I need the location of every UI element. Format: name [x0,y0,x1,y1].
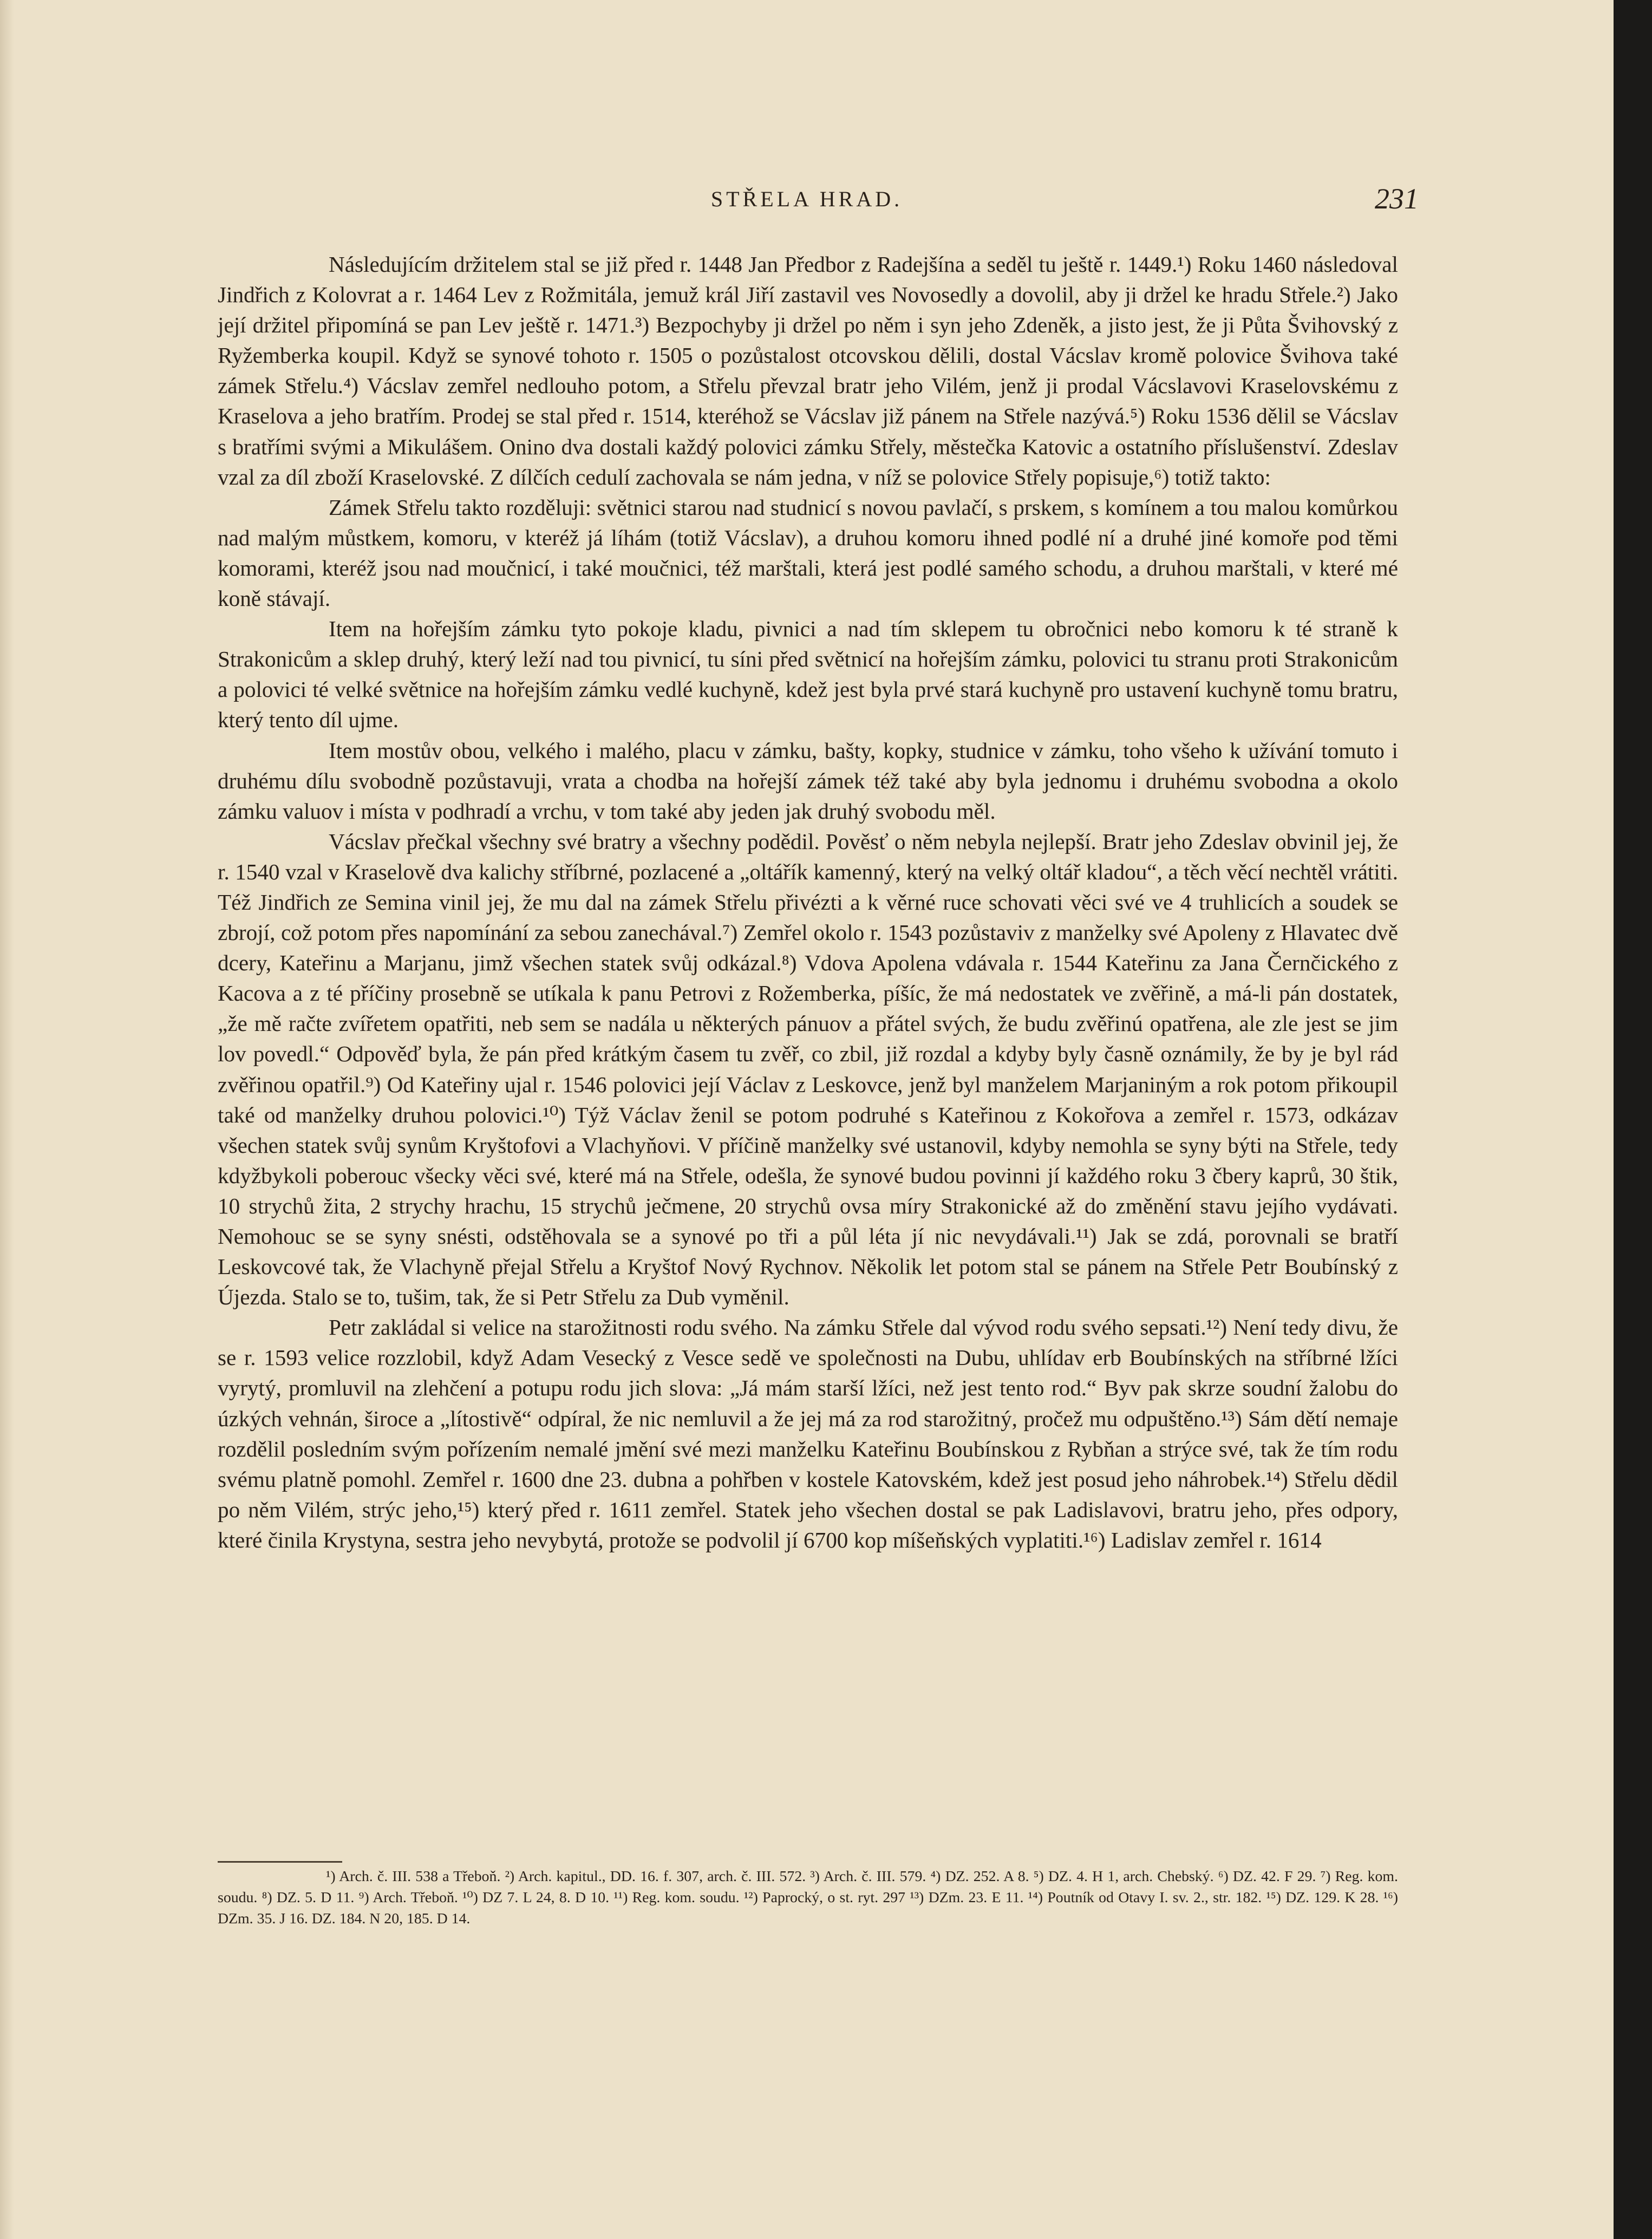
paragraph: Vácslav přečkal všechny své bratry a všechny podědil. Pověsť o něm nebyla nejlepší. Bratr jeho Zdeslav obvinil jej, že r. 1540 vzal v Kraselově dva kalichy stříbrné, pozlacené a „oltářík kamenný, který na velký oltář kladou“, a těch věcí nechtěl vrátiti. Též Jindřich ze Semina vinil jej, že mu dal na zámek Střelu přivézti a k věrné ruce schovati věci své ve 4 truhlicích a soudek se zbrojí, což potom přes napomínání za sebou zanechával.⁷) Zemřel okolo r. 1543 pozůstaviv z manželky své Apoleny z Hlavatec dvě dcery, Kateřinu a Marjanu, jimž všechen statek svůj odkázal.⁸) Vdova Apolena vdávala r. 1544 Kateřinu za Jana Černčického z Kacova a z té příčiny prosebně se utíkala k panu Petrovi z Rožemberka, píšíc, že má nedostatek ve zvěřině, a má-li pán dostatek, „že mě račte zvířetem opatřiti, neb sem se nadála u některých pánuov a přátel svých, že budu zvěřinú opatřena, ale zle jest se jim lov povedl.“ Odpověď byla, že pán před krátkým časem tu zvěř, co zbil, již rozdal a kdyby byly časně oznámily, že by je byl rád zvěřinou opatřil.⁹) Od Kateřiny ujal r. 1546 polovici její Václav z Leskovce, jenž byl manželem Marjaniným a rok potom přikoupil také od manželky druhou polovici.¹⁰) Týž Václav ženil se potom podruhé s Kateřinou z Kokořova a zemřel r. 1573, odkázav všechen statek svůj synům Kryštofovi a Vlachyňovi. V příčině manželky své ustanovil, kdyby nemohla se syny býti na Střele, tedy kdyžbykoli poberouc všecky věci své, které má na Střele, odešla, že synové budou povinni jí každého roku 3 čbery kaprů, 30 štik, 10 strychů žita, 2 strychy hrachu, 15 strychů ječmene, 20 strychů ovsa míry Strakonické až do změnění stavu jejího vydávati. Nemohouc se se syny snésti, odstěhovala se a synové po tři a půl léta jí nic nevydávali.¹¹) Jak se zdá, porovnali se bratří Leskovcové tak, že Vlachyně přejal Střelu a Kryštof Nový Rychnov. Několik let potom stal se pánem na Střele Petr Boubínský z Újezda. Stalo se to, tušim, tak, že si Petr Střelu za Dub vyměnil. [218,828,1398,1310]
body-text [218,249,1398,1555]
scan-edge [0,0,14,2239]
footnotes [218,1866,1398,1929]
page-header [195,182,1419,224]
paragraph: Zámek Střelu takto rozděluji: světnici starou nad studnicí s novou pavlačí, s prskem, s komínem a tou malou komůrkou nad malým můstkem, komoru, v kteréž já líhám (totiž Vácslav), a druhou komoru ihned podlé ní a druhé jiné komoře pod těmi komorami, kteréž jsou nad moučnicí, i také moučnici, též marštali, která jest podlé samého schodu, a druhou marštali, v které mé koně stávají. [218,494,1398,611]
paragraph: Petr zakládal si velice na starožitnosti rodu svého. Na zámku Střele dal vývod rodu svého sepsati.¹²) Není tedy divu, že se r. 1593 velice rozzlobil, když Adam Vesecký z Vesce sedě ve společnosti na Dubu, uhlídav erb Boubínských na stříbrné lžíci vyrytý, promluvil na zlehčení a potupu rodu jich slova: „Já mám starší lžíci, než jest tento rod.“ Byv pak skrze soudní žalobu do úzkých vehnán, široce a „lítostivě“ odpíral, že nic nemluvil a že jej má za rod starožitný, pročež mu odpuštěno.¹³) Sám dětí nemaje rozdělil posledním svým pořízením nemalé jmění své mezi manželku Kateřinu Boubínskou z Rybňan a strýce své, tak že tím rodu svému platně pomohl. Zemřel r. 1600 dne 23. dubna a pohřben v kostele Katovském, kdež jest posud jeho náhrobek.¹⁴) Střelu dědil po něm Vilém, strýc jeho,¹⁵) který před r. 1611 zemřel. Statek jeho všechen dostal se pak Ladislavovi, bratru jeho, přes odpory, které činila Krystyna, sestra jeho nevybytá, protože se podvolil jí 6700 kop míšeňských vyplatiti.¹⁶) Ladislav zemřel r. 1614 [218,1315,1398,1552]
footnote-divider [218,1861,342,1863]
paragraph: Item na hořejším zámku tyto pokoje kladu, pivnici a nad tím sklepem tu obročnici nebo komoru k té straně k Strakonicům a sklep druhý, který leží nad tou pivnicí, tu síni před světnicí na hořejším zámku, polovici tu stranu proti Strakonicům a polovici té velké světnice na hořejším zámku vedlé kuchyně, kdež jest byla prvé stará kuchyně pro ustavení kuchyně tomu bratru, který tento díl ujme. [218,616,1398,733]
footnote-text: ¹) Arch. č. III. 538 a Třeboň. ²) Arch. kapitul., DD. 16. f. 307, arch. č. III. 572. ³) Arch. č. III. 579. ⁴) DZ. 252. A 8. ⁵) DZ. 4. H 1, arch. Chebský. ⁶) DZ. 42. F 29. ⁷) Reg. kom. soudu. ⁸) DZ. 5. D 11. ⁹) Arch. Třeboň. ¹⁰) DZ 7. L 24, 8. D 10. ¹¹) Reg. kom. soudu. ¹²) Paprocký, o st. ryt. 297 ¹³) DZm. 23. E 11. ¹⁴) Poutník od Otavy I. sv. 2., str. 182. ¹⁵) DZ. 129. K 28. ¹⁶) DZm. 35. J 16. DZ. 184. N 20, 185. D 14. [218,1868,1398,1927]
paragraph: Následujícím držitelem stal se již před r. 1448 Jan Předbor z Radejšína a seděl tu ještě r. 1449.¹) Roku 1460 následoval Jindřich z Kolovrat a r. 1464 Lev z Rožmitála, jemuž král Jiří zastavil ves Novosedly a dovolil, aby ji držel ke hradu Střele.²) Jako její držitel připomíná se pan Lev ještě r. 1471.³) Bezpochyby ji držel po něm i syn jeho Zdeněk, a jisto jest, že ji Půta Švihovský z Ryžemberka koupil. Když se synové tohoto r. 1505 o pozůstalost otcovskou dělili, dostal Vácslav kromě polovice Švihova také zámek Střelu.⁴) Vácslav zemřel nedlouho potom, a Střelu převzal bratr jeho Vilém, jenž ji prodal Vácslavovi Kraselovskému z Kraselova a jeho bratřím. Prodej se stal před r. 1514, kteréhož se Vácslav již pánem na Střele nazývá.⁵) Roku 1536 dělil se Vácslav s bratřími svými a Mikulášem. Onino dva dostali každý polovici zámku Střely, městečka Katovic a ostatního příslušenství. Zdeslav vzal za díl zboží Kraselovské. Z dílčích cedulí zachovala se nám jedna, v níž se polovice Střely popisuje,⁶) totiž takto: [218,252,1398,489]
running-title: STŘELA HRAD. [710,187,903,211]
paragraph: Item mostův obou, velkého i malého, placu v zámku, bašty, kopky, studnice v zámku, toho všeho k užívání tomuto i druhému dílu svobodně pozůstavuji, vrata a chodba na hořejší zámek též také aby byla jednomu i druhému svobodna a okolo zámku valuov i místa v podhradí a vrchu, v tom také aby jeden jak druhý svobodu měl. [218,737,1398,824]
page-number: 231 [1375,182,1419,215]
